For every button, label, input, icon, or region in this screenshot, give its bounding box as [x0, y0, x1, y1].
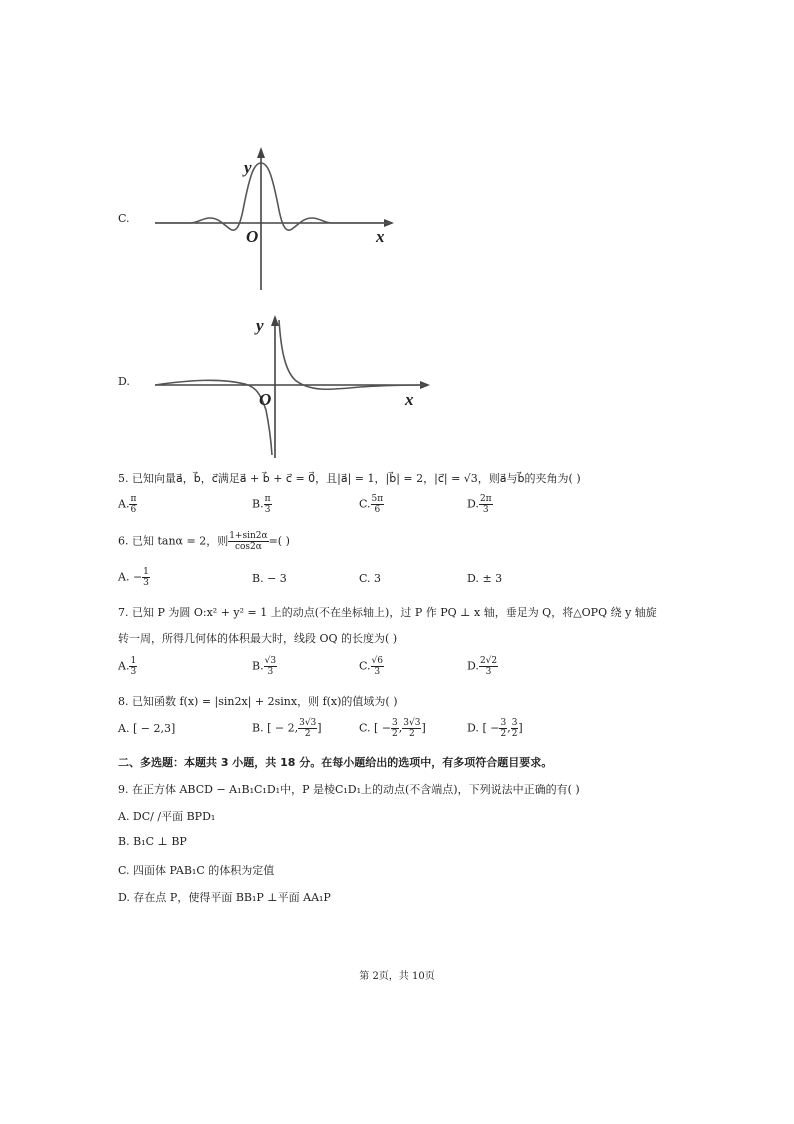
- question-7-line2: 转一周，所得几何体的体积最大时，线段 OQ 的长度为( ): [118, 632, 398, 645]
- question-7-line1: 7. 已知 P 为圆 O:x² + y² = 1 上的动点(不在坐标轴上)，过 P 作 PQ ⊥ x 轴，垂足为 Q，将△OPQ 绕 y 轴旋: [118, 606, 657, 619]
- graph-c: [150, 145, 400, 295]
- q7-option-d: D. $\frac{2√2}{3}$: [467, 656, 498, 677]
- question-6-stem: 6. 已知 tanα = 2，则 $\frac{1+\sin 2\alpha}{\cos 2\alpha}$ =( ): [118, 531, 290, 552]
- origin-label: O: [259, 390, 272, 409]
- question-9-stem: 9. 在正方体 ABCD − A₁B₁C₁D₁中，P 是棱C₁D₁上的动点(不含端点)，下列说法中正确的有( ): [118, 783, 580, 796]
- x-label: x: [405, 390, 414, 409]
- page-footer: 第 2页，共 10页: [359, 971, 435, 982]
- y-axis-arrow: [257, 147, 265, 158]
- q5-option-a: A. $\frac{\pi}{6}$: [118, 494, 137, 515]
- q7-option-a: A. $\frac{1}{3}$: [118, 656, 137, 677]
- q7-option-c: C. $\frac{√6}{3}$: [359, 656, 383, 677]
- q5-option-c: C. $\frac{5\pi}{6}$: [359, 494, 384, 515]
- q8-option-b: B. [ − 2, $\frac{3√3}{2}$ ]: [252, 718, 322, 739]
- curve-c: [155, 163, 390, 230]
- q9-option-c: C. 四面体 PAB₁C 的体积为定值: [118, 864, 275, 877]
- option-c-label: C.: [118, 212, 130, 225]
- y-label: y: [244, 158, 252, 177]
- q8-option-a: A. [ − 2,3]: [118, 722, 176, 735]
- graph-d: [150, 310, 440, 460]
- q7-option-b: B. $\frac{√3}{3}$: [252, 656, 277, 677]
- q5-option-d: D. $\frac{2\pi}{3}$: [467, 494, 492, 515]
- x-label: x: [376, 227, 385, 246]
- q6-option-d: D. ± 3: [467, 572, 503, 585]
- option-d-label: D.: [118, 375, 130, 388]
- origin-label: O: [246, 227, 259, 246]
- q5-option-b: B. $\frac{\pi}{3}$: [252, 494, 271, 515]
- curve-d-right: [279, 320, 425, 389]
- q9-option-a: A. DC/ /平面 BPD₁: [118, 810, 216, 823]
- section-2-heading: 二、多选题：本题共 3 小题，共 18 分。在每小题给出的选项中，有多项符合题目要求。: [118, 756, 553, 769]
- q8-option-d: D. [ − $\frac{3}{2}$ , $\frac{3}{2}$ ]: [467, 718, 523, 739]
- y-label: y: [256, 316, 264, 335]
- y-axis-arrow: [271, 315, 279, 326]
- q9-option-b: B. B₁C ⊥ BP: [118, 835, 187, 848]
- q9-option-d: D. 存在点 P，使得平面 BB₁P ⊥平面 AA₁P: [118, 891, 331, 904]
- curve-d-left: [155, 380, 272, 455]
- q6-option-a: A. − $\frac{1}{3}$: [118, 567, 149, 588]
- question-5-stem: 5. 已知向量a⃗，b⃗，c⃗满足a⃗ + b⃗ + c⃗ = 0⃗，且|a⃗| = 1，|b⃗| = 2，|c⃗| = √3，则a⃗与b⃗的夹角为( ): [118, 472, 581, 485]
- question-8-stem: 8. 已知函数 f(x) = |sin2x| + 2sinx，则 f(x)的值域为( ): [118, 695, 398, 708]
- q8-option-c: C. [ − $\frac{3}{2}$ , $\frac{3√3}{2}$ ]: [359, 718, 426, 739]
- q6-option-c: C. 3: [359, 572, 382, 585]
- q6-option-b: B. − 3: [252, 572, 287, 585]
